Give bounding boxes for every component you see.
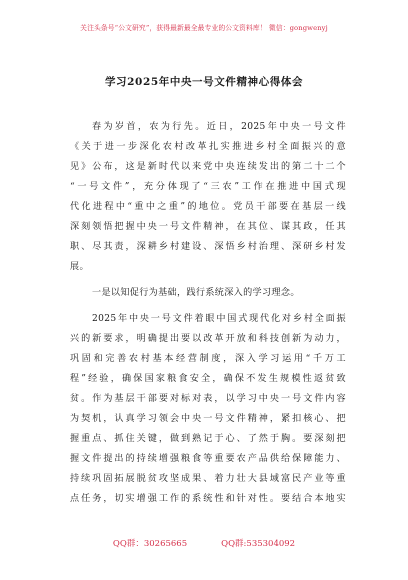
paragraph-line: 春为岁首，农为行先。近日，2025年中央一号文件 <box>92 122 346 132</box>
paragraph-line: “一号文件”，充分体现了“三农”工作在推进中国式现 <box>70 182 346 192</box>
paragraph-line: 贫。作为基层干部要对标对表，以学习中央一号文件内容 <box>70 394 346 404</box>
paragraph-line: 展。 <box>70 262 89 272</box>
paragraph-line: 《关于进一步深化农村改革扎实推进乡村全面振兴的意 <box>70 142 346 152</box>
paragraph-line: 2025年中央一号文件着眼中国式现代化对乡村全面振 <box>92 314 346 324</box>
paragraph-line: 握文件提出的持续增强粮食等重要农产品供给保障能力、 <box>70 454 346 464</box>
document-body <box>70 117 346 509</box>
paragraph-line: 点任务，切实增强工作的系统性和针对性。要结合本地实 <box>70 494 346 504</box>
paragraph-line: 为契机，认真学习领会中央一号文件精神，紧扣核心、把 <box>70 414 346 424</box>
footer-qq-group-2: QQ群:535304092 <box>221 539 296 549</box>
paragraph-line: 兴的新要求，明确提出要以改革开放和科技创新为动力， <box>70 334 346 344</box>
footer-qq-group-1: QQ群：30265665 <box>112 539 188 549</box>
paragraph-line: 巩固和完善农村基本经营制度，深入学习运用“千万工 <box>70 354 346 364</box>
paragraph-line: 程”经验，确保国家粮食安全，确保不发生规模性返贫致 <box>70 374 346 384</box>
section-heading: 一是以知促行为基础，践行系统深入的学习理念。 <box>92 288 300 298</box>
paragraph-line: 持续巩固拓展脱贫攻坚成果、着力壮大县域富民产业等重 <box>70 474 346 484</box>
footer-contact <box>0 537 408 549</box>
paragraph-line: 职、尽其责，深耕乡村建设、深悟乡村治理、深研乡村发 <box>70 242 346 252</box>
paragraph-line: 握重点、抓住关键，做到熟记于心、了然于胸。要深刻把 <box>70 434 346 444</box>
header-promo-text: 关注头条号“公文研究”，获得最新最全最专业的公文资料库！ 微信：gongwenyj <box>80 24 328 32</box>
paragraph-line: 代化进程中“重中之重”的地位。党员干部要在基层一线 <box>70 202 346 212</box>
document-title: 学习2025年中央一号文件精神心得体会 <box>104 76 304 88</box>
paragraph-line: 深刻领悟把握中央一号文件精神，在其位、谋其政，任其 <box>70 222 346 232</box>
paragraph-line: 见》公布，这是新时代以来党中央连续发出的第二十二个 <box>70 162 346 172</box>
